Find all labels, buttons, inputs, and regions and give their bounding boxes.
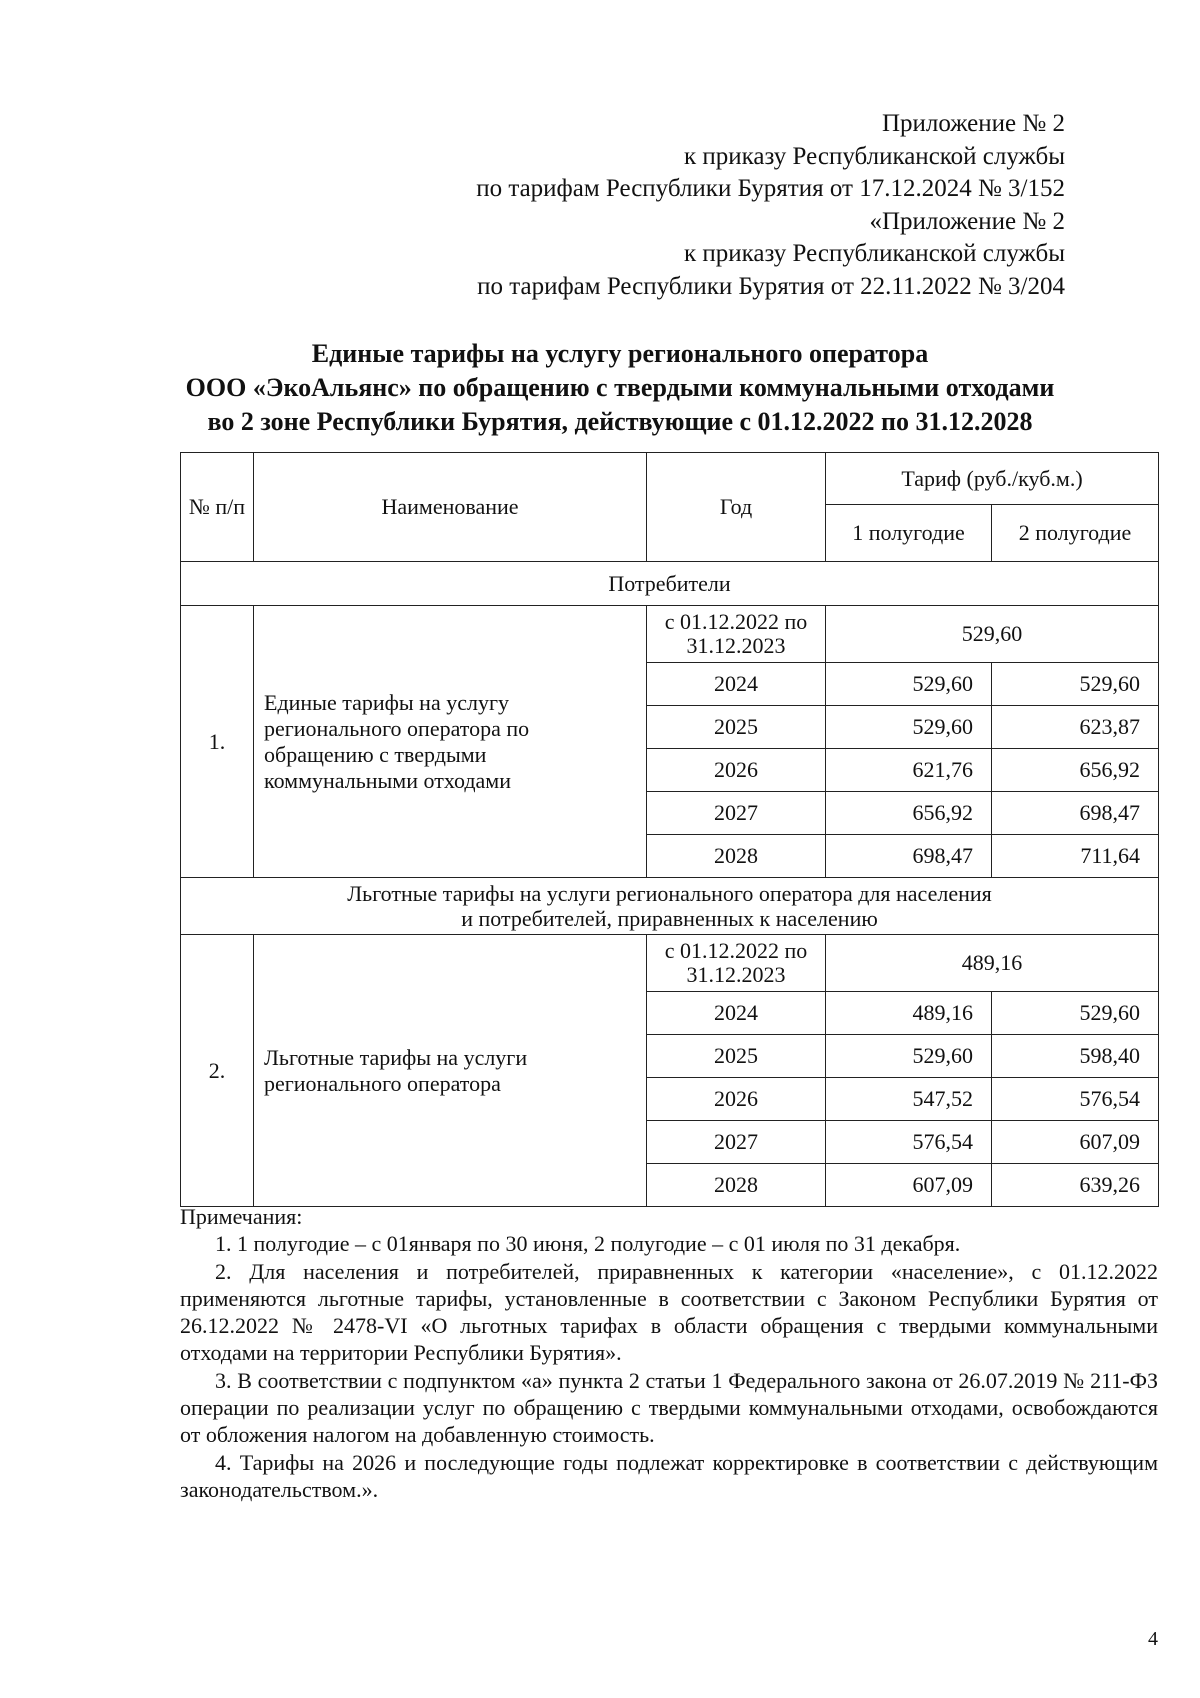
tariff-cell: 607,09	[992, 1121, 1159, 1164]
title-line: во 2 зоне Республики Бурятия, действующие с 01.12.2022 по 31.12.2028	[207, 407, 1033, 436]
header-half1: 1 полугодие	[826, 505, 992, 562]
page-number: 4	[1148, 1628, 1158, 1650]
tariff-cell: 529,60	[826, 606, 1159, 663]
tariff-table	[180, 452, 1159, 1207]
title-line: ООО «ЭкоАльянс» по обращению с твердыми коммунальными отходами	[185, 373, 1055, 402]
header-year: Год	[647, 453, 826, 562]
section-title-line: Льготные тарифы на услуги регионального оператора для населения	[347, 881, 992, 906]
tariff-cell: 576,54	[826, 1121, 992, 1164]
title-line: Единые тарифы на услугу регионального оператора	[311, 339, 929, 368]
tariff-cell: 639,26	[992, 1164, 1159, 1207]
tariff-cell: 621,76	[826, 749, 992, 792]
document-title	[160, 337, 1080, 439]
year-cell: 2025	[647, 706, 826, 749]
year-cell: 2026	[647, 749, 826, 792]
notes-heading: Примечания:	[180, 1204, 303, 1229]
tariff-cell: 529,60	[826, 663, 992, 706]
note-item: 3. В соответствии с подпунктом «а» пункта 2 статьи 1 Федерального закона от 26.07.2019 № 211-ФЗ операции по реализации услуг по обращению с твердыми коммунальными отходами, освобождаются от обложения налогом на добавленную стоимость.	[180, 1367, 1158, 1448]
tariff-cell: 529,60	[826, 1035, 992, 1078]
period-cell: с 01.12.2022 по 31.12.2023	[647, 606, 826, 663]
header-line: по тарифам Республики Бурятия от 17.12.2024 № 3/152	[476, 175, 1065, 202]
section-title-line: и потребителей, приравненных к населению	[461, 906, 878, 931]
tariff-cell: 547,52	[826, 1078, 992, 1121]
tariff-cell: 656,92	[992, 749, 1159, 792]
header-tariff: Тариф (руб./куб.м.)	[826, 453, 1159, 505]
header-line: Приложение № 2	[881, 110, 1065, 137]
tariff-cell: 698,47	[826, 835, 992, 878]
note-item: 2. Для населения и потребителей, приравненных к категории «население», с 01.12.2022 применяются льготные тарифы, установленные в соответствии с Законом Республики Бурятия от 26.12.2022 № 2478-VI «О льготных тарифах в области обращения с твердыми коммунальными отходами на территории Республики Бурятия».	[180, 1258, 1158, 1366]
header-num: № п/п	[181, 453, 254, 562]
tariff-cell: 489,16	[826, 935, 1159, 992]
notes-section	[180, 1203, 1158, 1503]
tariff-cell: 489,16	[826, 992, 992, 1035]
year-cell: 2026	[647, 1078, 826, 1121]
year-cell: 2028	[647, 1164, 826, 1207]
row-name: Льготные тарифы на услуги регионального оператора	[254, 935, 647, 1207]
section-title	[181, 878, 1159, 935]
row-number: 1.	[181, 606, 254, 878]
tariff-cell: 529,60	[992, 992, 1159, 1035]
year-cell: 2027	[647, 792, 826, 835]
tariff-cell: 529,60	[992, 663, 1159, 706]
period-cell: с 01.12.2022 по 31.12.2023	[647, 935, 826, 992]
note-item: 4. Тарифы на 2026 и последующие годы подлежат корректировке в соответствии с действующим законодательством.».	[180, 1449, 1158, 1502]
tariff-cell: 698,47	[992, 792, 1159, 835]
tariff-cell: 656,92	[826, 792, 992, 835]
header-line: по тарифам Республики Бурятия от 22.11.2022 № 3/204	[477, 272, 1065, 300]
tariff-cell: 711,64	[992, 835, 1159, 878]
header-line: к приказу Республиканской службы	[683, 240, 1065, 267]
year-cell: 2027	[647, 1121, 826, 1164]
section-title: Потребители	[181, 562, 1159, 606]
tariff-cell: 529,60	[826, 706, 992, 749]
year-cell: 2025	[647, 1035, 826, 1078]
header-line: к приказу Республиканской службы	[683, 142, 1065, 170]
header-half2: 2 полугодие	[992, 505, 1159, 562]
year-cell: 2028	[647, 835, 826, 878]
tariff-cell: 607,09	[826, 1164, 992, 1207]
tariff-cell: 576,54	[992, 1078, 1159, 1121]
row-name: Единые тарифы на услугу регионального оператора по обращению с твердыми коммунальными отходами	[254, 606, 647, 878]
header-line: «Приложение № 2	[869, 207, 1065, 235]
document-header	[476, 108, 1065, 303]
year-cell: 2024	[647, 992, 826, 1035]
year-cell: 2024	[647, 663, 826, 706]
tariff-cell: 623,87	[992, 706, 1159, 749]
header-name: Наименование	[254, 453, 647, 562]
row-number: 2.	[181, 935, 254, 1207]
note-item: 1. 1 полугодие – с 01января по 30 июня, 2 полугодие – с 01 июля по 31 декабря.	[215, 1231, 961, 1257]
tariff-cell: 598,40	[992, 1035, 1159, 1078]
